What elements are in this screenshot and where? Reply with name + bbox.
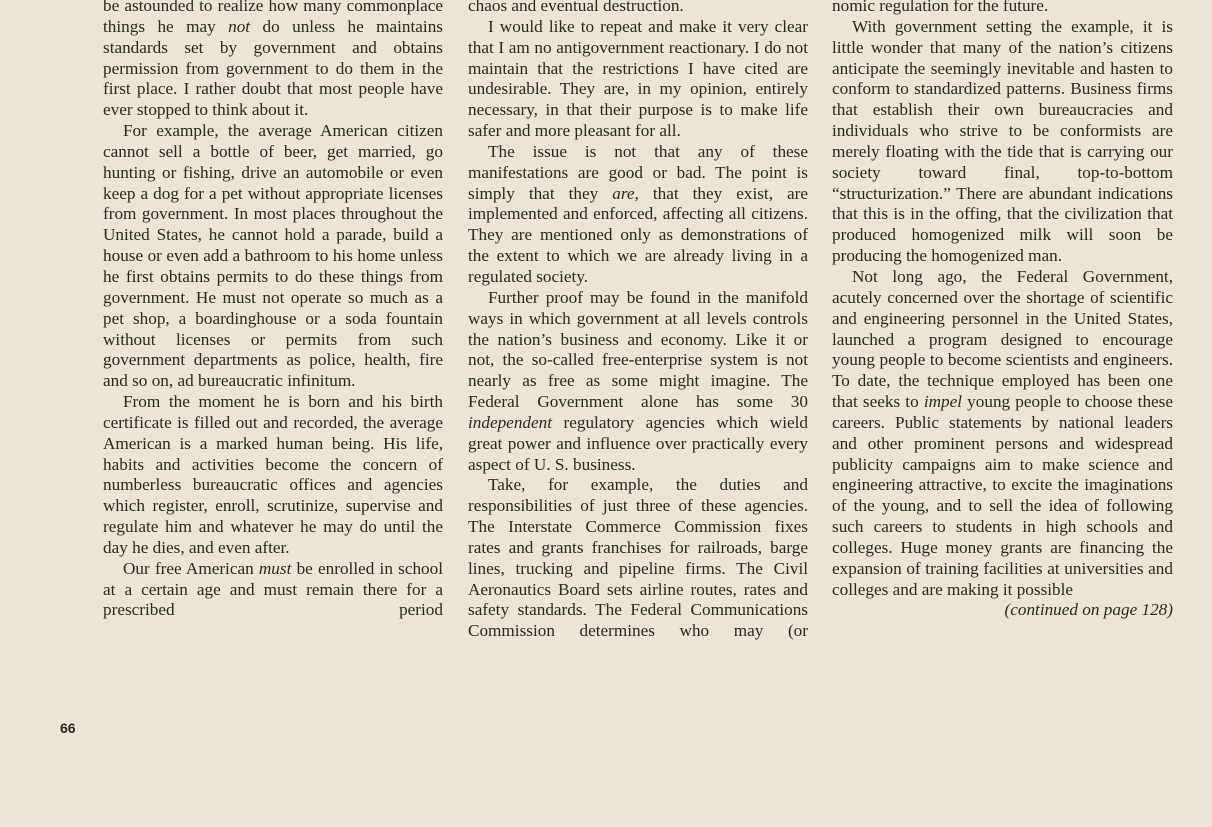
paragraph-text: chaos and eventual destruction. [468, 0, 684, 15]
paragraph-text: Our free American [123, 558, 259, 578]
article-paragraph [468, 288, 808, 476]
text-column-3 [832, 0, 1173, 621]
italic-emphasis: not [228, 16, 251, 36]
article-paragraph [468, 17, 808, 142]
paragraph-text: be astounded to realize how many commonplace things he may [103, 0, 443, 36]
article-paragraph [832, 267, 1173, 601]
paragraph-text: nomic regulation for the future. [832, 0, 1049, 15]
continued-note: (continued on page 128) [1004, 600, 1173, 620]
text-column-1 [103, 0, 443, 621]
paragraph-text: do unless he maintains standards set by government and obtains permission from government to do them in the first place. I rather doubt that most people have ever stopped to think about it. [103, 16, 443, 120]
article-paragraph [103, 559, 443, 622]
article-paragraph [468, 475, 808, 642]
italic-emphasis: independent [468, 412, 552, 432]
article-paragraph [832, 0, 1173, 17]
paragraph-text: With government setting the example, it is little wonder that many of the nation’s citizens anticipate the seemingly inevitable and hasten to conform to standardized patterns. Business firms that establish their own bureaucracies and individuals who strive to be conformists are merely floating with the tide that is carrying our society toward final, top-to-bottom “structurization.” There are abundant indications that this is in the offing, that the civilization that produced homogenized milk will soon be producing the homogenized man. [832, 16, 1173, 266]
paragraph-text: Not long ago, the Federal Government, acutely concerned over the shortage of scientific and engineering personnel in the United States, launched a program designed to encourage young people to become scientists and engineers. To date, the technique employed has been one that seeks to [832, 266, 1173, 412]
article-paragraph [832, 17, 1173, 267]
italic-emphasis: are, [612, 183, 639, 203]
paragraph-text: regulatory agencies which wield great power and influence over practically every aspect of U. S. business. [468, 412, 808, 474]
article-paragraph [468, 0, 808, 17]
page-number: 66 [60, 720, 76, 736]
paragraph-text: For example, the average American citizen cannot sell a bottle of beer, get married, go hunting or fishing, drive an automobile or even keep a dog for a pet without appropriate licenses from government. In most places throughout the United States, he cannot hold a parade, build a house or even add a bathroom to his home unless he first obtains permits to do these things from government. He must not operate so much as a pet shop, a boardinghouse or a soda fountain without licenses or permits from such government departments as police, health, fire and so on, ad bureaucratic infinitum. [103, 121, 443, 391]
paragraph-text: that they exist, are implemented and enforced, affecting all citizens. They are mentioned only as demonstrations of the extent to which we are already living in a regulated society. [468, 183, 808, 286]
paragraph-text: young people to choose these careers. Public statements by national leaders and other prominent persons and widespread publicity campaigns aim to make science and engineering attractive, to excite the imaginations of the young, and to sell the idea of following such careers to students in high schools and colleges. Huge money grants are financing the expansion of training facilities at universities and colleges and are making it possible [832, 392, 1173, 599]
italic-emphasis: impel [923, 392, 963, 412]
paragraph-text: Further proof may be found in the manifold ways in which government at all levels controls the nation’s business and economy. Like it or not, the so-called free-enterprise system is not nearly as free as some might imagine. The Federal Government alone has some 30 [468, 287, 808, 412]
article-paragraph [103, 0, 443, 121]
paragraph-text: The issue is not that any of these manifestations are good or bad. The point is simply that they [468, 141, 808, 203]
paragraph-text: be enrolled in school at a certain age and must remain there for a prescribed period [103, 558, 444, 620]
paragraph-text: Take, for example, the duties and responsibilities of just three of these agencies. The Interstate Commerce Commission fixes rates and grants franchises for railroads, barge lines, trucking and pipeline firms. The Civil Aeronautics Board sets airline routes, rates and safety standards. The Federal Communications Commission determines who may (or [468, 475, 808, 641]
paragraph-text: From the moment he is born and his birth certificate is filled out and recorded, the average American is a marked human being. His life, habits and activities become the concern of numberless bureaucratic offices and agencies which register, enroll, scrutinize, supervise and regulate him and whatever he may do until the day he dies, and even after. [103, 392, 443, 557]
italic-emphasis: must [258, 558, 292, 578]
article-paragraph [103, 121, 443, 392]
article-paragraph [468, 142, 808, 288]
paragraph-text: I would like to repeat and make it very clear that I am no antigovernment reactionary. I do not maintain that the restrictions I have cited are undesirable. They are, in my opinion, entirely necessary, in that their purpose is to make life safer and more pleasant for all. [468, 16, 808, 141]
article-paragraph [103, 392, 443, 559]
text-column-2 [468, 0, 808, 642]
